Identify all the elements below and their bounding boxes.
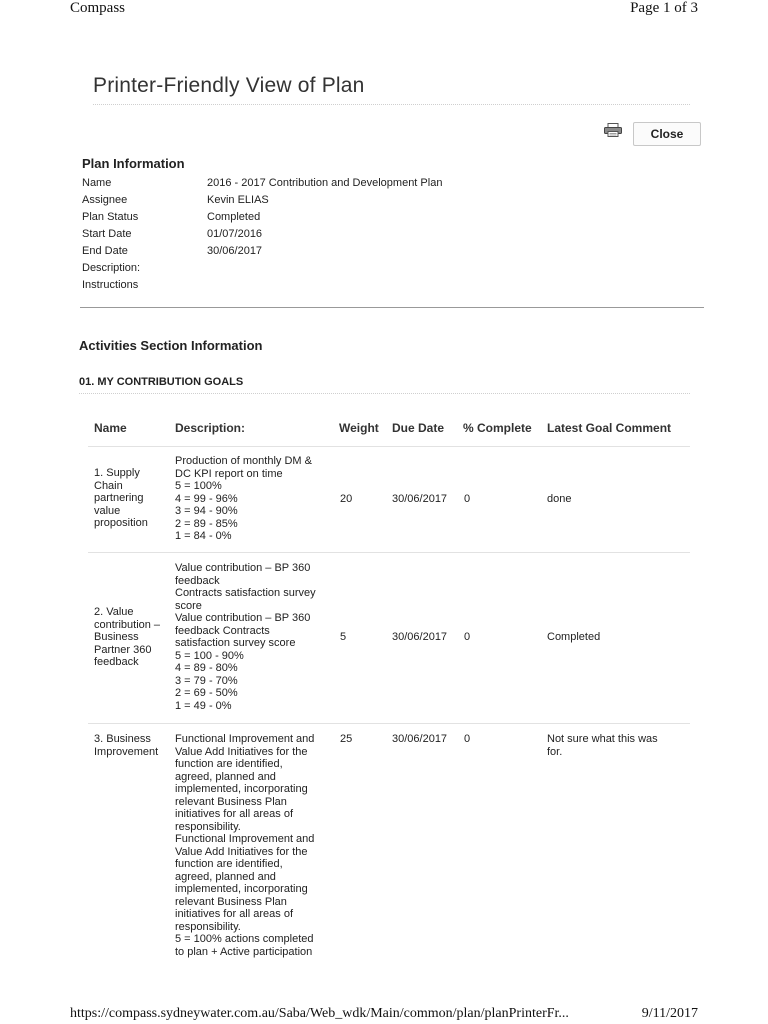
column-header-latest-goal-comment: Latest Goal Comment	[547, 421, 672, 435]
column-header-percent-complete: % Complete	[463, 421, 532, 435]
goal-comment-cell: Not sure what this was for.	[547, 733, 658, 758]
goal-due-date-cell: 30/06/2017	[392, 631, 448, 643]
goal-name-cell: 1. Supply Chain partnering value proposition	[94, 467, 148, 529]
plan-info-value: Completed	[207, 211, 261, 223]
plan-info-value: 30/06/2017	[207, 245, 263, 257]
page-header-page-number: Page 1 of 3	[630, 0, 698, 16]
plan-info-value: 01/07/2016	[207, 228, 263, 240]
contribution-goals-heading: 01. MY CONTRIBUTION GOALS	[79, 376, 690, 394]
goal-weight-cell: 20	[340, 493, 353, 505]
table-header-rule	[88, 446, 690, 447]
goal-percent-complete-cell: 0	[464, 733, 471, 745]
close-button[interactable]: Close	[633, 122, 701, 146]
page-title: Printer-Friendly View of Plan	[93, 74, 690, 105]
plan-info-label: Description:	[82, 262, 141, 274]
activities-heading: Activities Section Information	[79, 338, 263, 353]
printer-icon[interactable]	[604, 123, 622, 137]
goal-due-date-cell: 30/06/2017	[392, 493, 448, 505]
goal-weight-cell: 25	[340, 733, 353, 745]
plan-info-label: Name	[82, 177, 112, 189]
page-footer-url: https://compass.sydneywater.com.au/Saba/Web_wdk/Main/common/plan/planPrinterFr...	[70, 1006, 569, 1021]
column-header-description: Description:	[175, 421, 246, 435]
goal-name-cell: 2. Value contribution – Business Partner 360 feedback	[94, 606, 161, 668]
goal-weight-cell: 5	[340, 631, 347, 643]
column-header-due-date: Due Date	[392, 421, 445, 435]
goal-percent-complete-cell: 0	[464, 631, 471, 643]
goal-name-cell: 3. Business Improvement	[94, 733, 159, 758]
column-header-weight: Weight	[339, 421, 379, 435]
plan-information-heading: Plan Information	[82, 156, 185, 171]
plan-info-value: Kevin ELIAS	[207, 194, 269, 206]
goal-description-cell: Production of monthly DM & DC KPI report on time 5 = 100% 4 = 99 - 96% 3 = 94 - 90% 2 = 89 - 85% 1 = 84 - 0%	[175, 455, 312, 542]
plan-info-value: 2016 - 2017 Contribution and Development Plan	[207, 177, 443, 189]
goal-comment-cell: Completed	[547, 631, 601, 643]
page-header-app-name: Compass	[70, 0, 126, 16]
plan-info-label: Start Date	[82, 228, 132, 240]
goal-comment-cell: done	[547, 493, 572, 505]
goal-description-cell: Value contribution – BP 360 feedback Contracts satisfaction survey score Value contribution – BP 360 feedback Contracts satisfaction survey score 5 = 100 - 90% 4 = 89 - 80% 3 = 79 - 70% 2 = 69 - 50% 1 = 49 - 0%	[175, 562, 316, 712]
page-footer-date: 9/11/2017	[641, 1006, 698, 1021]
column-header-name: Name	[94, 421, 127, 435]
goal-due-date-cell: 30/06/2017	[392, 733, 448, 745]
plan-info-label: End Date	[82, 245, 128, 257]
plan-info-label: Assignee	[82, 194, 128, 206]
plan-info-label: Plan Status	[82, 211, 139, 223]
plan-info-label: Instructions	[82, 279, 139, 291]
goal-percent-complete-cell: 0	[464, 493, 471, 505]
goal-description-cell: Functional Improvement and Value Add Initiatives for the function are identified, agreed, planned and implemented, incorporating relevant Business Plan initiatives for all areas of responsibility. Functional Improvement and Value Add Initiatives for the function are identified, agreed, planned and implemented, incorporating relevant Business Plan initiatives for all areas of responsibility. 5 = 100% actions completed to plan + Active participation	[175, 733, 315, 958]
section-divider	[80, 307, 704, 308]
table-row-rule	[88, 552, 690, 553]
table-row-rule	[88, 723, 690, 724]
